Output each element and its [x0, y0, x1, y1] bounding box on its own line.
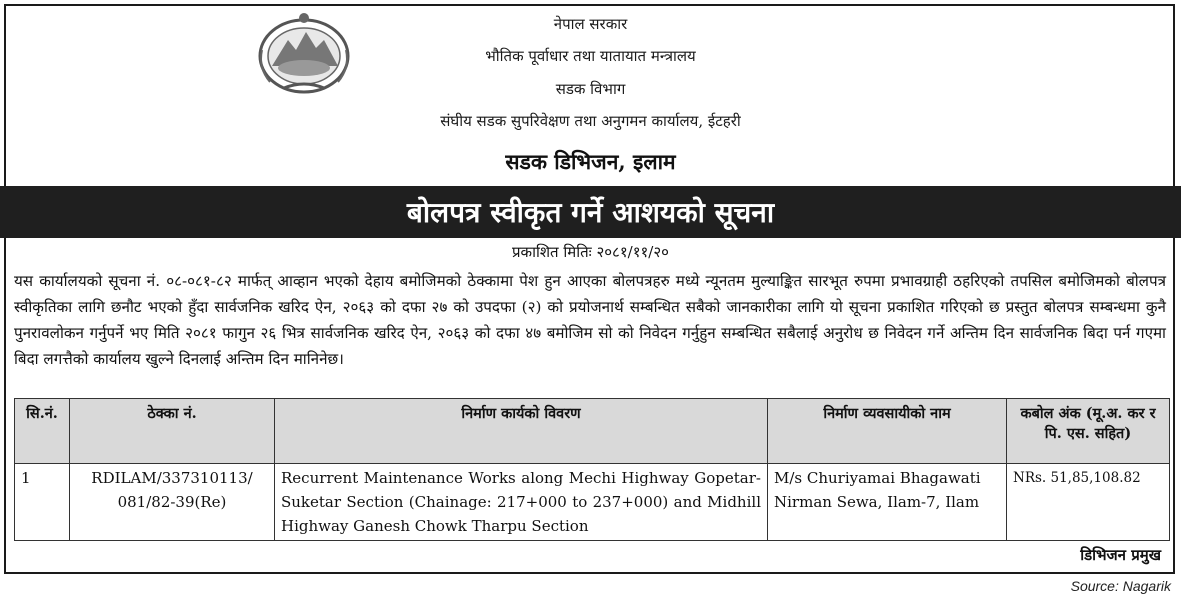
table-header-row [15, 399, 1170, 464]
tender-table [14, 398, 1170, 541]
division-title: सडक डिभिजन, इलाम [505, 149, 676, 174]
col-header-contractor: निर्माण व्यवसायीको नाम [768, 399, 1007, 464]
col-header-amount: कबोल अंक (मू.अ. कर र पि. एस. सहित) [1007, 399, 1170, 464]
notice-title-banner [0, 186, 1181, 238]
notice-title: बोलपत्र स्वीकृत गर्ने आशयको सूचना [406, 196, 775, 229]
notice-body: यस कार्यालयको सूचना नं. ०८-०८१-८२ मार्फत् आव्हान भएको देहाय बमोजिमको ठेक्कामा पेश हुन आएका बोलपत्रहरु मध्ये न्यूनतम मुल्याङ्कित सारभूत रुपमा प्रभावग्राही ठहरिएको तपसिल बमोजिमको बोलपत्र स्वीकृतिका लागि छनौट भएको हुँदा सार्वजनिक खरिद ऐन, २०६३ को दफा २७ को उपदफा (२) को प्रयोजनार्थ सम्बन्धित सबैको जानकारीका लागि यो सूचना प्रकाशित गरिएको छ प्रस्तुत बोलपत्र सम्बन्धमा कुनै पुनरावलोकन गर्नुपर्ने भए मिति २०८१ फागुन २६ भित्र सार्वजनिक खरिद ऐन, २०६३ को दफा ४७ बमोजिम सो को निवेदन गर्नुहुन सम्बन्धित सबैलाई अनुरोध छ निवेदन गर्ने अन्तिम दिन सार्वजनिक बिदा पर्न गएमा बिदा लगत्तैको कार्यालय खुल्ने दिनलाई अन्तिम दिन मानिनेछ। [14, 272, 1166, 368]
cell-contractor: M/s Churiyamai Bhagawati Nirman Sewa, Ilam-7, Ilam [768, 464, 1007, 541]
published-date: प्रकाशित मितिः २०८१/११/२० [512, 243, 669, 261]
col-header-sn: सि.नं. [15, 399, 70, 464]
header-office: संघीय सडक सुपरिवेक्षण तथा अनुगमन कार्यालय, ईटहरी [440, 112, 741, 130]
col-header-description: निर्माण कार्यको विवरण [275, 399, 768, 464]
cell-contract-no: RDILAM/337310113/ 081/82-39(Re) [70, 464, 275, 541]
header-department: सडक विभाग [555, 80, 626, 98]
cell-description: Recurrent Maintenance Works along Mechi Highway Gopetar-Suketar Section (Chainage: 217+000 to 237+000) and Midhill Highway Ganesh Chowk Tharpu Section [275, 464, 768, 541]
source-credit: Source: Nagarik [1070, 578, 1171, 594]
table-row [15, 464, 1170, 541]
header-ministry: भौतिक पूर्वाधार तथा यातायात मन्त्रालय [485, 47, 696, 65]
cell-amount: NRs. 51,85,108.82 [1007, 464, 1170, 541]
col-header-contract: ठेक्का नं. [70, 399, 275, 464]
cell-sn: 1 [15, 464, 70, 541]
header-government: नेपाल सरकार [553, 15, 628, 33]
signoff: डिभिजन प्रमुख [1080, 546, 1161, 564]
